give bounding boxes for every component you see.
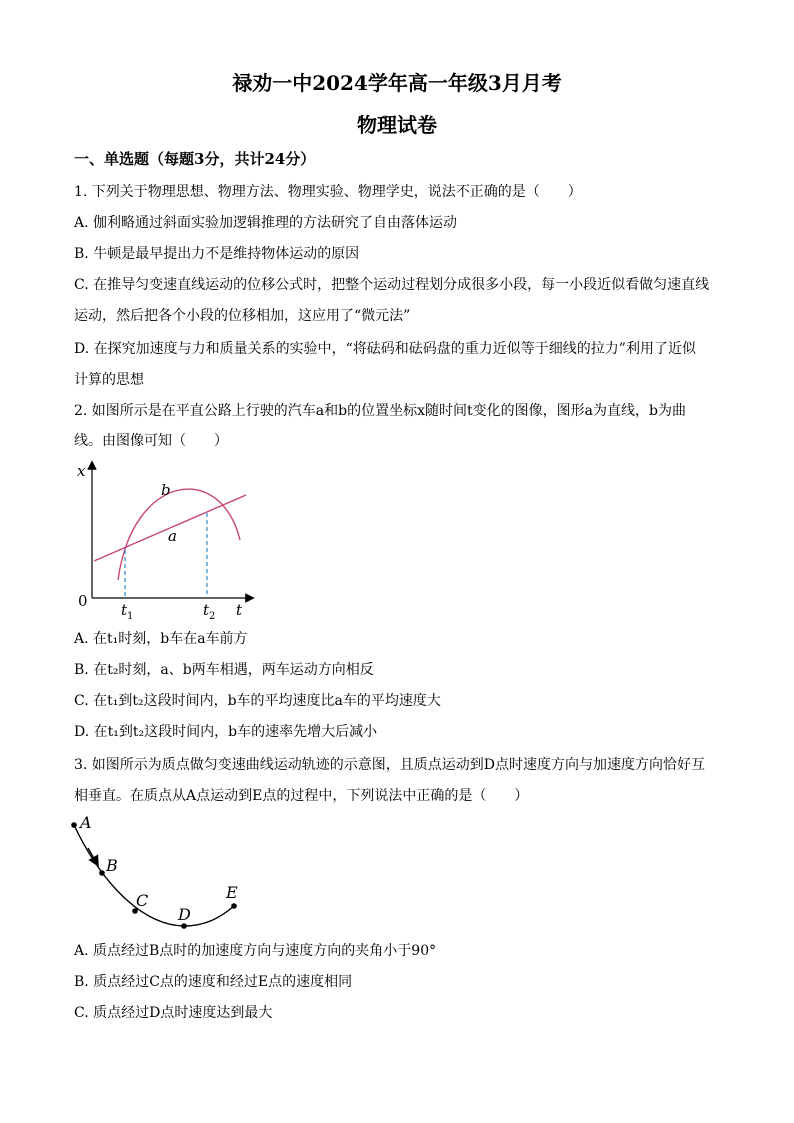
point-a [71, 822, 77, 828]
trajectory-curve [74, 825, 234, 926]
point-b [99, 870, 105, 876]
page-title: 禄劝一中2024学年高一年级3月月考 [232, 71, 562, 95]
q3-option-a: A. 质点经过B点时的加速度方向与速度方向的夹角小于90° [74, 943, 437, 959]
q1-option-a: A. 伽利略通过斜面实验加逻辑推理的方法研究了自由落体运动 [74, 215, 458, 231]
point-b-label: B [106, 856, 118, 875]
t1-label: $t_1$ [121, 601, 134, 622]
q1-option-b: B. 牛顿是最早提出力不是维持物体运动的原因 [74, 246, 360, 262]
q2-stem-line1: 2. 如图所示是在平直公路上行驶的汽车a和b的位置坐标x随时间t变化的图像，图形a为直线，b为曲 [74, 403, 686, 419]
point-d [181, 923, 187, 929]
q3-trajectory-figure [60, 810, 260, 935]
section-heading: 一、单选题（每题3分，共计24分） [74, 150, 316, 168]
q3-option-b: B. 质点经过C点的速度和经过E点的速度相同 [74, 974, 353, 990]
point-c-label: C [136, 891, 149, 910]
q2-option-d: D. 在t₁到t₂这段时间内，b车的速率先增大后减小 [74, 724, 378, 740]
q3-stem-line1: 3. 如图所示为质点做匀变速曲线运动轨迹的示意图，且质点运动到D点时速度方向与加速度方向恰好互 [74, 757, 706, 773]
q1-option-c-line2: 运动，然后把各个小段的位移相加，这应用了“微元法” [74, 308, 411, 324]
q2-xt-graph [70, 455, 270, 625]
q1-option-d-line1: D. 在探究加速度与力和质量关系的实验中，“将砝码和砝码盘的重力近似等于细线的拉力”利用了近似 [74, 341, 696, 357]
q1-stem: 1. 下列关于物理思想、物理方法、物理实验、物理学史，说法不正确的是（ ） [74, 184, 582, 200]
line-a-label: a [168, 527, 177, 545]
x-axis-label: t [236, 601, 243, 619]
q2-option-c: C. 在t₁到t₂这段时间内，b车的平均速度比a车的平均速度大 [74, 693, 441, 709]
origin-label: 0 [78, 592, 88, 610]
q2-option-b: B. 在t₂时刻，a、b两车相遇，两车运动方向相反 [74, 662, 374, 678]
q2-option-a: A. 在t₁时刻，b车在a车前方 [74, 631, 248, 647]
curve-b [118, 489, 240, 580]
point-e [231, 903, 237, 909]
point-e-label: E [226, 883, 238, 902]
q3-option-c: C. 质点经过D点时速度达到最大 [74, 1005, 273, 1021]
t2-label: $t_2$ [203, 601, 216, 622]
point-a-label: A [80, 813, 92, 832]
q2-stem-line2: 线。由图像可知（ ） [74, 433, 228, 449]
point-d-label: D [178, 905, 191, 924]
q1-option-d-line2: 计算的思想 [74, 372, 144, 388]
y-axis-label: x [77, 462, 86, 480]
direction-arrow [88, 848, 96, 862]
q1-option-c-line1: C. 在推导匀变速直线运动的位移公式时，把整个运动过程划分成很多小段，每一小段近似看做匀速直线 [74, 277, 710, 293]
q3-stem-line2: 相垂直。在质点从A点运动到E点的过程中，下列说法中正确的是（ ） [74, 788, 529, 804]
curve-b-label: b [161, 481, 171, 499]
page-subtitle: 物理试卷 [357, 113, 437, 137]
